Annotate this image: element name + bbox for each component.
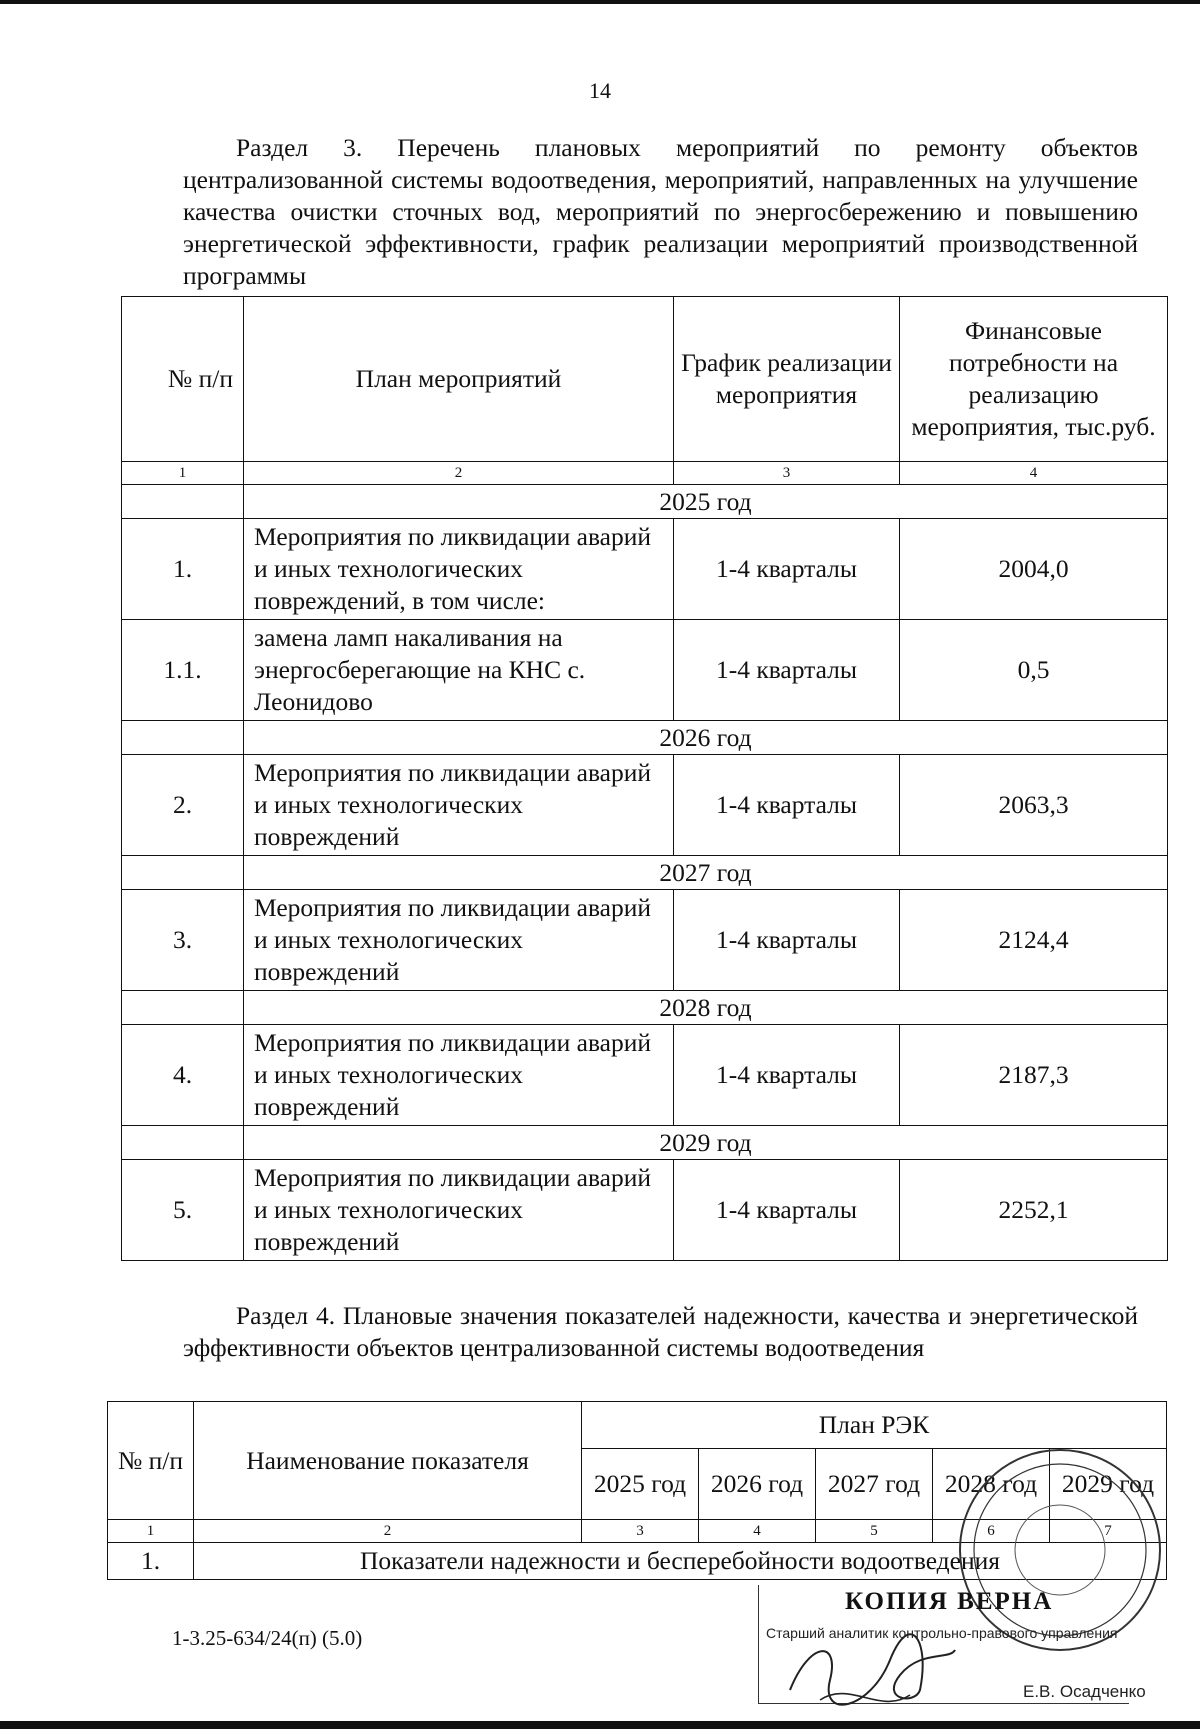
table-row xyxy=(122,620,1168,721)
row-plan: Мероприятия по ликвидации аварий и иных технологических повреждений, в том числе: xyxy=(244,519,674,620)
table-row xyxy=(122,755,1168,856)
row-plan: Мероприятия по ликвидации аварий и иных технологических повреждений xyxy=(244,1025,674,1126)
row-num: 5. xyxy=(122,1160,244,1261)
col-index: 4 xyxy=(900,462,1168,485)
row-schedule: 1-4 кварталы xyxy=(674,1160,900,1261)
year-label: 2028 год xyxy=(244,991,1168,1025)
row-schedule: 1-4 кварталы xyxy=(674,620,900,721)
header-num: № п/п xyxy=(122,297,244,462)
year-row-2029 xyxy=(122,1126,1168,1160)
header-year: 2025 год xyxy=(582,1449,699,1520)
row-plan: Мероприятия по ликвидации аварий и иных технологических повреждений xyxy=(244,755,674,856)
row-finance: 2004,0 xyxy=(900,519,1168,620)
year-row-2025 xyxy=(122,485,1168,519)
header-year: 2027 год xyxy=(816,1449,933,1520)
col-index: 2 xyxy=(244,462,674,485)
row-num: 1. xyxy=(122,519,244,620)
section3-index-row xyxy=(122,462,1168,485)
bottom-border xyxy=(0,1721,1200,1729)
section3-heading xyxy=(183,132,1138,292)
section3-heading-text: Раздел 3. Перечень плановых мероприятий по ремонту объектов централизованной системы водоотведения, мероприятий, направленных на улучшение качества очистки сточных вод, мероприятий по энергосбережению и повышению энергетической эффективности, график реализации мероприятий производственной программы xyxy=(183,133,1138,290)
section3-header-row xyxy=(122,297,1168,462)
col-index: 3 xyxy=(582,1520,699,1543)
row-num: 3. xyxy=(122,890,244,991)
year-row-blank xyxy=(122,1126,244,1160)
table-row xyxy=(122,1160,1168,1261)
top-border xyxy=(0,0,1200,4)
year-row-blank xyxy=(122,991,244,1025)
stamp-verified-text: КОПИЯ ВЕРНА xyxy=(845,1588,1054,1615)
document-code: 1-3.25-634/24(п) (5.0) xyxy=(172,1626,363,1650)
col-index: 3 xyxy=(674,462,900,485)
row-schedule: 1-4 кварталы xyxy=(674,519,900,620)
section3-table xyxy=(121,296,1168,1261)
row-plan: замена ламп накаливания на энергосберегающие на КНС с. Леонидово xyxy=(244,620,674,721)
row-plan: Мероприятия по ликвидации аварий и иных технологических повреждений xyxy=(244,890,674,991)
year-label: 2029 год xyxy=(244,1126,1168,1160)
col-index: 4 xyxy=(699,1520,816,1543)
table-row xyxy=(122,519,1168,620)
col-index: 1 xyxy=(122,462,244,485)
header-year: 2026 год xyxy=(699,1449,816,1520)
header-num: № п/п xyxy=(108,1402,194,1520)
row-num: 1. xyxy=(108,1543,194,1580)
table-row xyxy=(122,1025,1168,1126)
year-row-blank xyxy=(122,856,244,890)
year-label: 2027 год xyxy=(244,856,1168,890)
row-num: 2. xyxy=(122,755,244,856)
year-row-2027 xyxy=(122,856,1168,890)
header-plan: План мероприятий xyxy=(244,297,674,462)
col-index: 5 xyxy=(816,1520,933,1543)
header-year: 2029 год xyxy=(1050,1449,1167,1520)
year-row-blank xyxy=(122,485,244,519)
table-row xyxy=(122,890,1168,991)
row-finance: 2124,4 xyxy=(900,890,1168,991)
header-name: Наименование показателя xyxy=(194,1402,582,1520)
signature-icon xyxy=(780,1620,960,1720)
col-index: 1 xyxy=(108,1520,194,1543)
row-schedule: 1-4 кварталы xyxy=(674,890,900,991)
row-finance: 0,5 xyxy=(900,620,1168,721)
stamp-name-text: Е.В. Осадченко xyxy=(1023,1682,1146,1701)
year-label: 2026 год xyxy=(244,721,1168,755)
col-index: 7 xyxy=(1050,1520,1167,1543)
year-row-2026 xyxy=(122,721,1168,755)
header-finance: Финансовые потребности на реализацию мероприятия, тыс.руб. xyxy=(900,297,1168,462)
year-row-blank xyxy=(122,721,244,755)
stamp-role-text: Старший аналитик контрольно-правового управления xyxy=(766,1625,1118,1641)
section4-heading-text: Раздел 4. Плановые значения показателей надежности, качества и энергетической эффективности объектов централизованной системы водоотведения xyxy=(183,1301,1138,1362)
row-schedule: 1-4 кварталы xyxy=(674,1025,900,1126)
row-plan: Мероприятия по ликвидации аварий и иных технологических повреждений xyxy=(244,1160,674,1261)
row-finance: 2252,1 xyxy=(900,1160,1168,1261)
row-num: 4. xyxy=(122,1025,244,1126)
header-schedule: График реализации мероприятия xyxy=(674,297,900,462)
row-name: Показатели надежности и бесперебойности водоотведения xyxy=(194,1543,1167,1580)
row-finance: 2187,3 xyxy=(900,1025,1168,1126)
col-index: 6 xyxy=(933,1520,1050,1543)
row-finance: 2063,3 xyxy=(900,755,1168,856)
row-schedule: 1-4 кварталы xyxy=(674,755,900,856)
col-index: 2 xyxy=(194,1520,582,1543)
header-year: 2028 год xyxy=(933,1449,1050,1520)
header-plan-rek: План РЭК xyxy=(582,1402,1167,1449)
row-num: 1.1. xyxy=(122,620,244,721)
year-label: 2025 год xyxy=(244,485,1168,519)
page-number: 14 xyxy=(589,78,611,103)
section4-heading xyxy=(183,1300,1138,1364)
year-row-2028 xyxy=(122,991,1168,1025)
